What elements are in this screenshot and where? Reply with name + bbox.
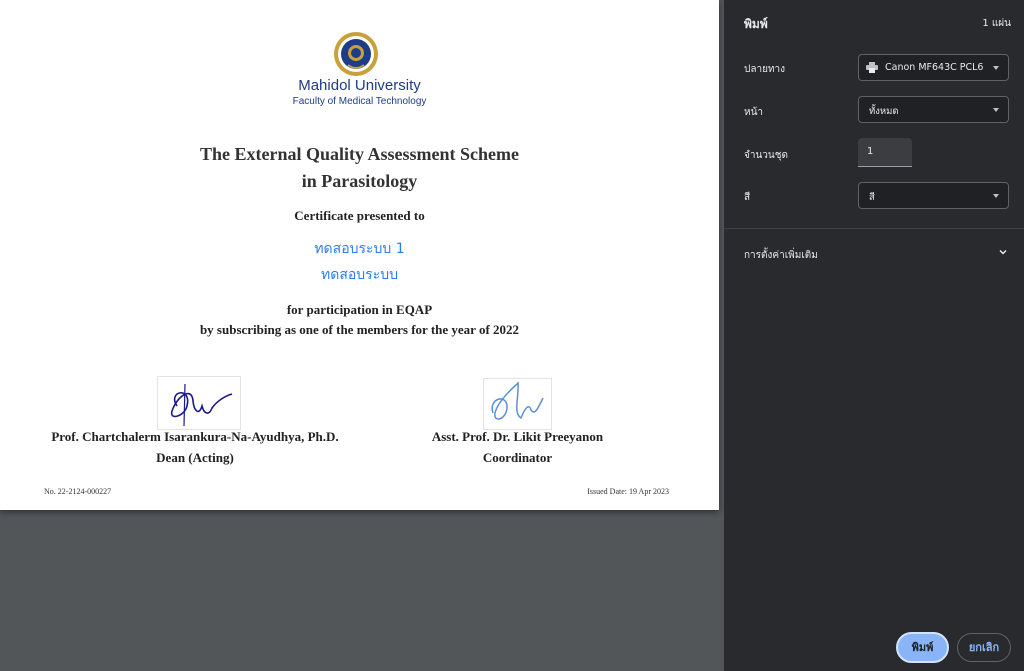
destination-select[interactable] [858,54,1009,81]
copies-value: 1 [867,146,874,157]
certificate-title-line2: in Parasitology [301,171,418,191]
dropdown-arrow-icon [993,194,999,198]
certificate-number: No. 22-2124-000227 [44,487,112,496]
participation-text-line1: for participation in EQAP [286,302,433,317]
sheet-count: 1 แผ่น [982,18,1011,29]
panel-divider [724,228,1024,229]
recipient-organization: ทดสอบระบบ [321,267,398,283]
print-settings-panel [724,0,1024,671]
university-name: Mahidol University [298,77,421,94]
cancel-button[interactable]: ยกเลิก [957,633,1011,662]
presented-to-text: Certificate presented to [294,208,425,223]
color-label: สี [744,192,751,203]
university-seal-logo [333,31,379,77]
copies-input[interactable] [858,138,912,167]
dropdown-arrow-icon [993,66,999,70]
more-settings-label: การตั้งค่าเพิ่มเติม [744,250,818,261]
signatory-coordinator-role: Coordinator [482,450,553,465]
printer-icon [866,62,878,73]
signatory-dean-role: Dean (Acting) [156,450,234,465]
destination-value: Canon MF643C PCL6 [885,62,984,73]
signature-image-dean [157,376,241,430]
pages-value: ทั้งหมด [869,106,899,117]
dropdown-arrow-icon [993,108,999,112]
more-settings-toggle[interactable] [724,240,1024,268]
signature-image-coordinator [483,378,552,430]
color-select[interactable] [858,182,1009,209]
pages-select[interactable] [858,96,1009,123]
recipient-name: ทดสอบระบบ 1 [314,241,405,257]
chevron-down-icon [998,247,1008,257]
copies-label: จำนวนชุด [744,150,789,161]
participation-text-line2: by subscribing as one of the members for the year of 2022 [199,322,520,337]
print-button[interactable]: พิมพ์ [896,632,949,663]
print-panel-title: พิมพ์ [744,17,768,31]
signatory-coordinator-name: Asst. Prof. Dr. Likit Preeyanon [431,429,604,444]
color-value: สี [869,192,875,203]
issued-date: Issued Date: 19 Apr 2023 [587,487,669,496]
signatory-dean-name: Prof. Chartchalerm Isarankura-Na-Ayudhya, Ph.D. [51,429,339,444]
pages-label: หน้า [744,107,764,118]
destination-label: ปลายทาง [744,64,786,75]
certificate-title-line1: The External Quality Assessment Scheme [200,144,519,164]
faculty-name: Faculty of Medical Technology [292,96,427,107]
